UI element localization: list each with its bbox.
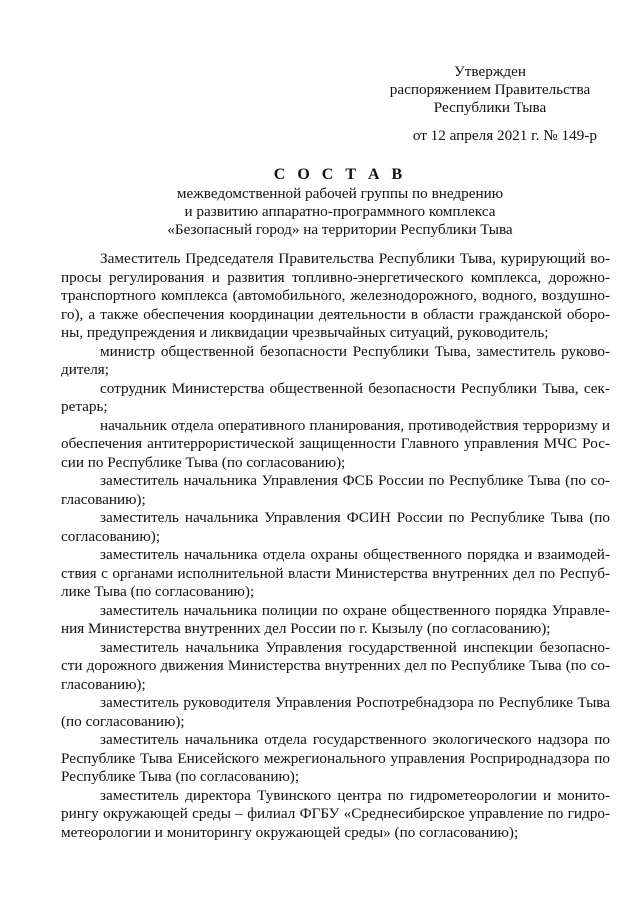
approval-line: распоряжением Правительства: [389, 81, 591, 98]
member-paragraph: заместитель начальника Управления ФСБ России по Республике Тыва (по согласованию);: [61, 472, 610, 508]
member-paragraph: начальник отдела оперативного планирования, противодействия терроризму и обеспечения антитеррористической защищенности Главного управления МЧС России по Республике Тыва (по согласованию);: [61, 416, 610, 471]
member-paragraph: заместитель начальника полиции по охране общественного порядка Управления Министерства внутренних дел России по г. Кызылу (по согласованию);: [61, 601, 610, 637]
approval-stamp: [380, 63, 600, 145]
member-paragraph: заместитель руководителя Управления Роспотребнадзора по Республике Тыва (по согласованию);: [61, 694, 610, 730]
approval-line: Республики Тыва: [433, 99, 547, 116]
document-subtitle-line: и развитию аппаратно-программного комплекса: [184, 203, 496, 220]
member-paragraph: заместитель начальника Управления ФСИН России по Республике Тыва (по согласованию);: [61, 509, 610, 545]
member-paragraph: министр общественной безопасности Республики Тыва, заместитель руководителя;: [61, 342, 610, 378]
document-subtitle-line: «Безопасный город» на территории Республики Тыва: [167, 221, 513, 238]
member-paragraph: сотрудник Министерства общественной безопасности Республики Тыва, секретарь;: [61, 379, 610, 415]
members-list: [61, 250, 610, 842]
member-paragraph: заместитель начальника отдела государственного экологического надзора по Республике Тыва Енисейского межрегионального управления Росприроднадзора по Республике Тыва (по согласованию);: [61, 731, 610, 785]
member-paragraph: Заместитель Председателя Правительства Республики Тыва, курирующий вопросы регулирования и развития топливно-энергетического комплекса, дорожно-транспортного комплекса (автомобильного, железнодорожного, водного, воздушного), а также обеспечения координации деятельности в области гражданской обороны, предупреждения и ликвидации чрезвычайных ситуаций, руководитель;: [61, 250, 610, 341]
member-paragraph: заместитель начальника отдела охраны общественного порядка и взаимодействия с органами исполнительной власти Министерства внутренних дел по Республике Тыва (по согласованию);: [61, 546, 610, 600]
document-heading: [0, 166, 640, 239]
document-title: С О С Т А В: [273, 166, 407, 183]
member-paragraph: заместитель директора Тувинского центра по гидрометеорологии и мониторингу окружающей среды – филиал ФГБУ «Среднесибирское управление по гидрометеорологии и мониторингу окружающей среды» (по согласованию);: [61, 786, 610, 841]
member-paragraph: заместитель начальника Управления государственной инспекции безопасности дорожного движения Министерства внутренних дел по Республике Тыва (по согласованию);: [61, 638, 610, 693]
approval-line: Утвержден: [454, 63, 526, 80]
document-subtitle-line: межведомственной рабочей группы по внедрению: [176, 185, 504, 202]
approval-date: от 12 апреля 2021 г. № 149-р: [412, 127, 597, 144]
